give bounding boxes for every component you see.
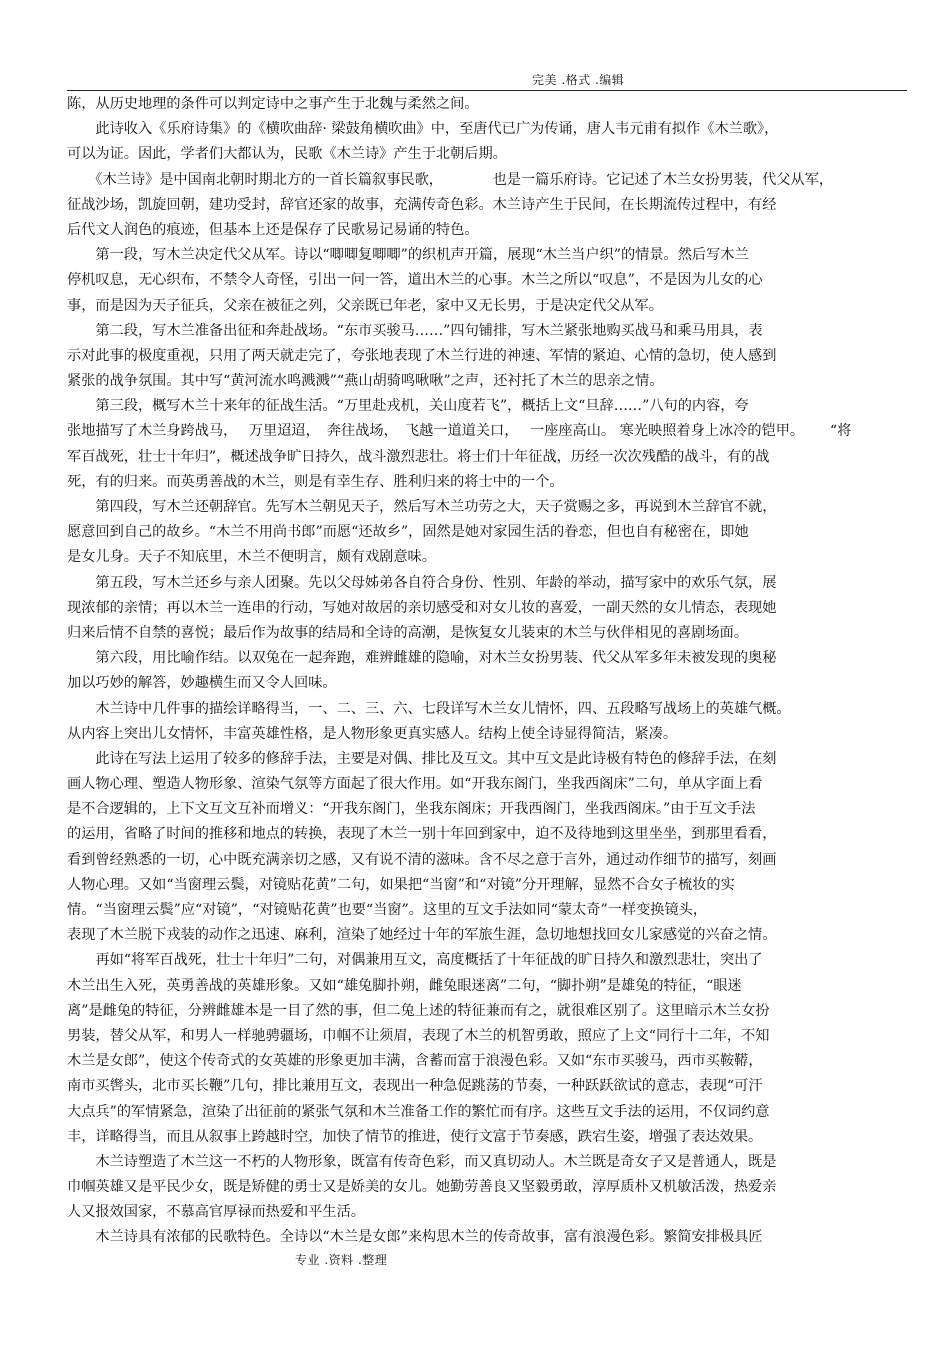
text-line: 木兰是女郎”，使这个传奇式的女英雄的形象更加丰满，含蓄而富于浪漫色彩。又如“东市买骏马，西市买鞍鞯， bbox=[67, 1053, 763, 1070]
text-line: 停机叹息，无心织布，不禁令人奇怪，引出一问一答，道出木兰的心事。木兰之所以“叹息”，不是因为儿女的心 bbox=[67, 272, 763, 289]
text-line: 是女儿身。天子不知底里，木兰不便明言，颇有戏剧意味。 bbox=[67, 549, 436, 566]
text-line: 紧张的战争氛围。其中写“黄河流水鸣溅溅”“燕山胡骑鸣啾啾”之声，还衬托了木兰的思亲之情。 bbox=[67, 373, 664, 390]
text-line: 归来后情不自禁的喜悦；最后作为故事的结局和全诗的高潮，是恢复女儿装束的木兰与伙伴相见的喜剧场面。 bbox=[67, 624, 749, 641]
text-line: 第五段，写木兰还乡与亲人团聚。先以父母姊弟各自符合身份、性别、年龄的举动，描写家中的欢乐气氛，展 bbox=[67, 574, 777, 591]
text-line: 可以为证。因此，学者们大都认为，民歌《木兰诗》产生于北朝后期。 bbox=[67, 146, 507, 163]
text-line: 画人物心理、塑造人物形象、渲染气氛等方面起了很大作用。如“开我东阁门，坐我西阁床”二句，单从字面上看 bbox=[67, 776, 763, 793]
text-line: 男装，替父从军，和男人一样驰骋疆场，巾帼不让须眉，表现了木兰的机智勇敢，照应了上文“同行十二年，不知 bbox=[67, 1027, 770, 1044]
text-line: 木兰诗具有浓郁的民歌特色。全诗以“木兰是女郎”来构思木兰的传奇故事，富有浪漫色彩。繁简安排极具匠 bbox=[67, 1229, 763, 1246]
text-line: 示对此事的极度重视，只用了两天就走完了，夸张地表现了木兰行进的神速、军情的紧迫、心情的急切，使人感到 bbox=[67, 347, 777, 364]
page-header: 完美 .格式 .编辑 bbox=[532, 73, 625, 87]
text-line: 愿意回到自己的故乡。“木兰不用尚书郎”而愿“还故乡”，固然是她对家园生活的眷恋，但也自有秘密在，即她 bbox=[67, 524, 749, 541]
text-line: 此诗收入《乐府诗集》的《横吹曲辞· 梁鼓角横吹曲》中，至唐代已广为传诵，唐人韦元甫有拟作《木兰歌》， bbox=[67, 121, 779, 138]
text-line: 巾帼英雄又是平民少女，既是矫健的勇士又是娇美的女儿。她勤劳善良又坚毅勇敢，淳厚质朴又机敏活泼，热爱亲 bbox=[67, 1179, 777, 1196]
text-line: 再如“将军百战死，壮士十年归”二句，对偶兼用互文，高度概括了十年征战的旷日持久和激烈悲壮，突出了 bbox=[67, 952, 763, 969]
text-line: 看到曾经熟悉的一切，心中既充满亲切之感，又有说不清的滋味。含不尽之意于言外，通过动作细节的描写，刻画 bbox=[67, 851, 777, 868]
text-line: 征战沙场，凯旋回朝，建功受封，辞官还家的故事，充满传奇色彩。木兰诗产生于民间，在长期流传过程中，有经 bbox=[67, 196, 777, 213]
text-line: 第四段，写木兰还朝辞官。先写木兰朝见天子，然后写木兰功劳之大，天子赏赐之多，再说到木兰辞官不就， bbox=[67, 499, 777, 515]
text-line bbox=[67, 1251, 867, 1276]
text-line: 南市买辔头，北市买长鞭”几句，排比兼用互文，表现出一种急促跳荡的节奏，一种跃跃欲试的意志，表现“可汗 bbox=[67, 1078, 763, 1095]
text-line: 死，有的归来。而英勇善战的木兰，则是有幸生存、胜利归来的将士中的一个。 bbox=[67, 473, 564, 490]
text-line: 丰，详略得当，而且从叙事上跨越时空，加快了情节的推进，使行文富于节奏感，跌宕生姿，增强了表达效果。 bbox=[67, 1128, 763, 1145]
text-line: 的运用，省略了时间的推移和地点的转换，表现了木兰一别十年回到家中，迫不及待地到这里坐坐，到那里看看， bbox=[67, 826, 777, 843]
text-line: 后代文人润色的痕迹，但基本上还是保存了民歌易记易诵的特色。 bbox=[67, 221, 479, 238]
text-line: 情。“当窗理云鬓”应“对镜”，“对镜贴花黄”也要“当窗”。这里的互文手法如同“蒙太奇”一样变换镜头， bbox=[67, 902, 708, 918]
text-line: 大点兵”的军情紧急，渲染了出征前的紧张气氛和木兰准备工作的繁忙而有序。这些互文手法的运用，不仅词约意 bbox=[67, 1103, 770, 1120]
text-line: 《木兰诗》是中国南北朝时期北方的一首长篇叙事民歌， 也是一篇乐府诗。它记述了木兰女扮男装，代父从军， bbox=[67, 171, 834, 188]
text-line: 木兰诗塑造了木兰这一不朽的人物形象，既富有传奇色彩，而又真切动人。木兰既是奇女子又是普通人，既是 bbox=[67, 1153, 777, 1170]
text-line: 陈，从历史地理的条件可以判定诗中之事产生于北魏与柔然之间。 bbox=[67, 96, 479, 112]
text-line: 木兰诗中几件事的描绘详略得当，一、二、三、六、七段详写木兰女儿情怀，四、五段略写战场上的英雄气概。 bbox=[67, 700, 791, 717]
text-line: 事，而是因为天子征兵，父亲在被征之列，父亲既已年老，家中又无长男，于是决定代父从军。 bbox=[67, 297, 663, 314]
text-line: 军百战死，壮士十年归”，概述战争旷日持久，战斗激烈悲壮。将士们十年征战，历经一次次残酷的战斗，有的战 bbox=[67, 448, 770, 465]
text-line: 现浓郁的亲情；再以木兰一连串的行动，写她对故居的亲切感受和对女儿妆的喜爱，一副天然的女儿情态，表现她 bbox=[67, 599, 777, 616]
text-line: 此诗在写法上运用了较多的修辞手法，主要是对偶、排比及互文。其中互文是此诗极有特色的修辞手法，在刻 bbox=[67, 750, 777, 767]
text-line: 离”是雌兔的特征，分辨雌雄本是一目了然的事，但二兔上述的特征兼而有之，就很难区别了。这里暗示木兰女扮 bbox=[67, 1002, 770, 1019]
text-line: 第三段，概写木兰十来年的征战生活。“万里赴戎机，关山度若飞”，概括上文“旦辞……”八句的内容，夸 bbox=[67, 398, 749, 415]
document-body bbox=[67, 92, 867, 1276]
text-line: 表现了木兰脱下戎装的动作之迅速、麻利，渲染了她经过十年的军旅生涯，急切地想找回女儿家感觉的兴奋之情。 bbox=[67, 927, 777, 944]
page-footer: 专业 .资料 .整理 bbox=[295, 1253, 388, 1267]
text-line: 从内容上突出儿女情怀，丰富英雄性格，是人物形象更真实感人。结构上使全诗显得简洁，紧凑。 bbox=[67, 725, 678, 742]
text-line: 木兰出生入死，英勇善战的英雄形象。又如“雄兔脚扑朔，雌兔眼迷离”二句，“脚扑朔”是雄兔的特征，“眼迷 bbox=[67, 977, 742, 994]
text-line: 第六段，用比喻作结。以双兔在一起奔跑，难辨雌雄的隐喻，对木兰女扮男装、代父从军多年未被发现的奥秘 bbox=[67, 650, 777, 667]
text-line: 是不合逻辑的，上下文互文互补而增义：“开我东阁门，坐我东阁床；开我西阁门，坐我西阁床。”由于互文手法 bbox=[67, 801, 756, 818]
text-line: 人物心理。又如“当窗理云鬓，对镜贴花黄”二句，如果把“当窗”和“对镜”分开理解，显然不合女子梳妆的实 bbox=[67, 876, 735, 893]
text-line: 第一段，写木兰决定代父从军。诗以“唧唧复唧唧”的织机声开篇，展现“木兰当户织”的情景。然后写木兰 bbox=[67, 247, 749, 264]
text-line: 张地描写了木兰身跨战马， 万里迢迢， 奔往战场， 飞越一道道关口， 一座座高山。 寒光映照着身上冰冷的铠甲。 “将 bbox=[67, 423, 852, 440]
text-line: 第二段，写木兰准备出征和奔赴战场。“东市买骏马……”四句铺排，写木兰紧张地购买战马和乘马用具，表 bbox=[67, 322, 763, 339]
header-divider bbox=[67, 90, 907, 91]
text-line: 加以巧妙的解答，妙趣横生而又令人回味。 bbox=[67, 675, 337, 692]
text-line: 人又报效国家，不慕高官厚禄而热爱和平生活。 bbox=[67, 1204, 365, 1221]
